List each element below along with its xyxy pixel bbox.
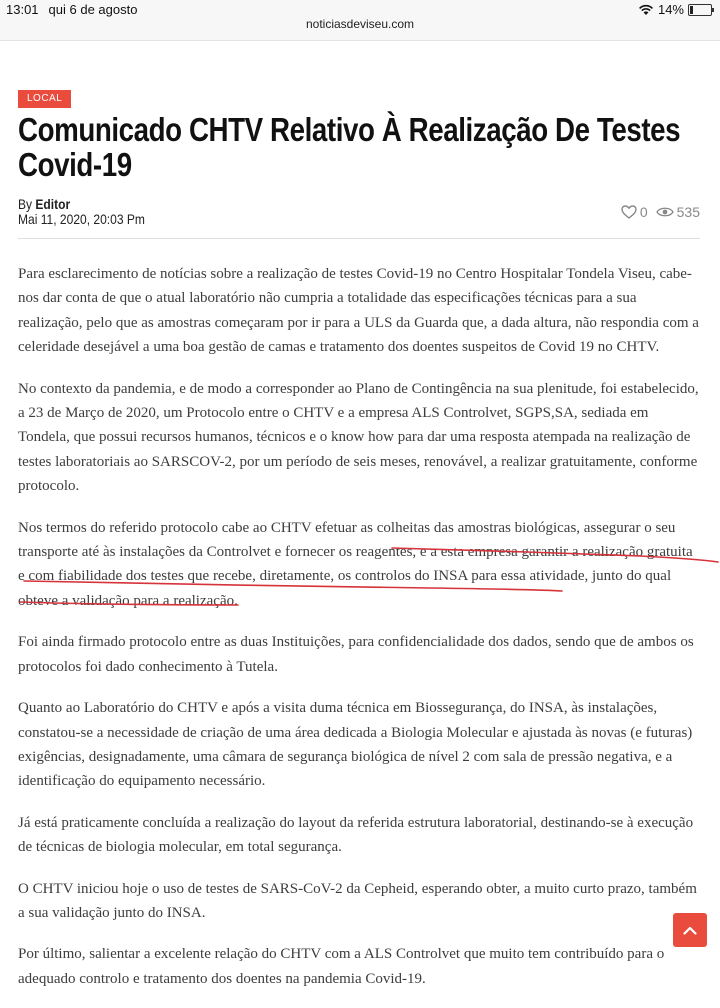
status-time: 13:01 [6,2,39,17]
paragraph: Já está praticamente concluída a realização do layout da referida estrutura laboratorial, destinando-se à execução de técnicas de biologia molecular, em total segurança. [18,814,694,856]
article-title: Comunicado CHTV Relativo À Realização De Testes Covid-19 [18,111,681,183]
publish-date: Mai 11, 2020, 20:03 Pm [18,211,145,227]
address-bar-url[interactable]: noticiasdeviseu.com [305,17,415,31]
chevron-up-icon [683,926,697,935]
paragraph: Para esclarecimento de notícias sobre a realização de testes Covid-19 no Centro Hospitalar Tondela Viseu, cabe-nos dar conta de que o atual laboratório não cumpria a totalidade das especificações técnicas para a sua realização, pelo que as amostras começaram por ir para a ULS da Guarda que, a dada altura, não respondia com a celeridade desejável a uma boa gestão de camas e tratamento dos doentes suspeitos de Covid 19 no CHTV. [18,266,699,356]
paragraph: O CHTV iniciou hoje o uso de testes de SARS-CoV-2 da Cepheid, esperando obter, a muito curto prazo, também a sua validação junto do INSA. [18,880,697,921]
header-divider [18,238,700,239]
paragraph: Nos termos do referido protocolo cabe ao CHTV efetuar as colheitas das amostras biológicas, assegurar o seu transporte até às instalações da Controlvet e fornecer os reagentes, e a esta empresa garantir a realização gratuita e com fiabilidade dos testes que recebe, diretamente, os controlos do INSA para essa atividade, junto do qual obteve a validação para a realização. [18,519,693,609]
status-bar [0,0,720,41]
paragraph: No contexto da pandemia, e de modo a corresponder ao Plano de Contingência na sua plenitude, foi estabelecido, a 23 de Março de 2020, um Protocolo entre o CHTV e a empresa ALS Controlvet, SGPS,SA, sediada em Tondela, que possui recursos humanos, técnicos e o know how para dar uma resposta atempada na realização de testes laboratoriais ao SARSCOV-2, por um período de seis meses, renovável, a realizar gratuitamente, conforme protocolo. [18,380,699,495]
view-count: 535 [676,204,700,220]
paragraph: Foi ainda firmado protocolo entre as duas Instituições, para confidencialidade dos dados, sendo que de ambos os protocolos foi dado conhecimento à Tutela. [18,634,694,675]
author-link[interactable]: Editor [35,196,71,212]
paragraph: Quanto ao Laboratório do CHTV e após a visita duma técnica em Biossegurança, do INSA, às instalações, constatou-se a necessidade de criação de uma área dedicada a Biologia Molecular e ajustada às novas (e futuras) exigências, designadamente, uma câmara de segurança biológica de nível 2 com sala de pressão negativa, e a identificação do equipamento necessário. [18,700,693,790]
wifi-icon [638,4,654,16]
like-button[interactable] [621,204,648,220]
category-badge[interactable]: LOCAL [18,90,71,108]
scroll-to-top-button[interactable] [673,913,707,947]
status-indicators [638,2,712,17]
eye-icon [656,206,674,218]
battery-percent: 14% [657,2,684,17]
article-body [18,262,700,1008]
battery-icon [688,4,712,16]
battery-level-fill [690,6,693,14]
heart-icon [621,205,637,219]
by-prefix: By [18,196,33,212]
status-date: qui 6 de agosto [48,2,138,17]
views-counter [656,204,700,220]
status-time-date [6,2,137,17]
like-count: 0 [639,204,648,220]
byline [18,197,145,227]
paragraph: Por último, salientar a excelente relação do CHTV com a ALS Controlvet que muito tem contribuído para o adequado controlo e tratamento dos doentes na pandemia Covid-19. [18,946,665,987]
article-stats [621,204,700,220]
